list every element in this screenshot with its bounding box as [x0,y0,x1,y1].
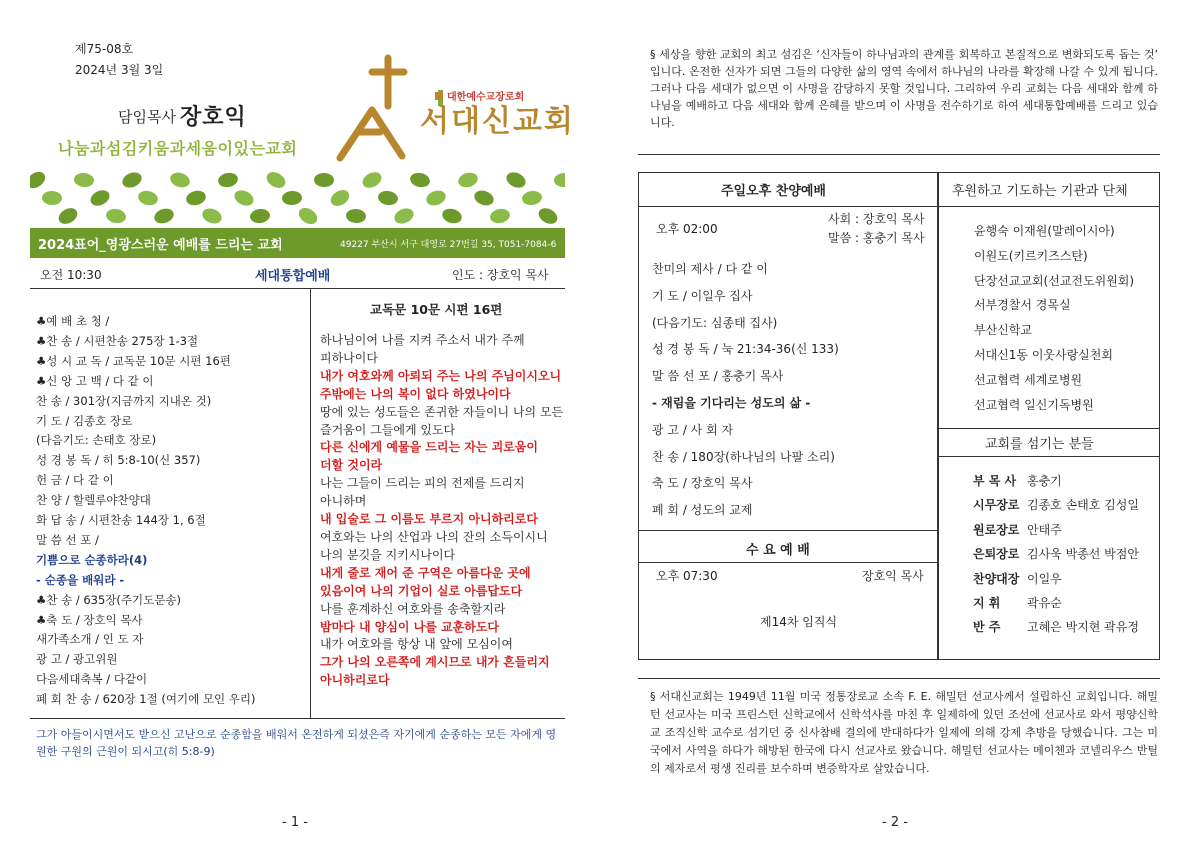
support-item: 선교협력 세계로병원 [974,372,1083,387]
afternoon-order-item: 성 경 봉 독 / 눅 21:34-36(신 133) [652,342,839,357]
servants-title: 교회를 섬기는 분들 [985,437,1094,452]
servant-names: 곽유순 [1027,596,1062,610]
servant-names: 안태주 [1027,522,1062,537]
order-item: ♣성 시 교 독 / 교독문 10문 시편 16편 [36,353,231,368]
service-leader: 인도 : 장호익 목사 [452,268,549,282]
leaves-banner [30,162,565,232]
issue-date: 2024년 3월 3일 [75,63,164,77]
pastor-label: 담임목사 [118,108,176,126]
slogan-bar [30,228,565,258]
intro-paragraph: § 세상을 향한 교회의 최고 섬김은 ‘신자들이 하나님과의 관계를 회복하고 본질적으로 변화되도록 돕는 것’ 입니다. 온전한 신자가 되면 그들의 다양한 삶의 영역 속에서 하나님의 나라를 확장해 나갈 수 있게 됩니다. 그러나 다음 세대가 없으면 이 사명을 감당하지 못할 것입니다. 그리하여 우리 교회는 다음 세대와 함께 하나님을 예배하고 다음 세대와 함께 은혜를 받으며 이 사명을 전수하기로 하여 세대통합예배를 드리고 있습니다. [650,48,1158,129]
reading-verse: 내가 여호와를 항상 내 앞에 모심이여 [320,637,513,652]
support-item: 선교협력 일신기독병원 [974,397,1094,412]
order-item: (다음기도: 손태호 장로) [36,433,157,448]
servant-role: 부 목 사 [973,474,1017,488]
support-item: 서대신1동 이웃사랑실천회 [974,348,1113,362]
servant-names: 김종호 손태호 김성일 [1027,498,1139,513]
denomination-mark-icon [435,92,443,100]
column-divider [310,288,311,718]
divider [938,428,1160,429]
order-item: ♣신 앙 고 백 / 다 같 이 [36,373,154,388]
order-item: 다음세대축복 / 다같이 [36,672,148,687]
order-item: - 순종을 배워라 - [36,572,125,587]
divider [638,562,938,563]
order-item: 기쁨으로 순종하라(4) [36,552,148,567]
slogan-text: 2024표어_영광스러운 예배를 드리는 교회 [38,238,283,253]
afternoon-title: 주일오후 찬양예배 [721,184,826,199]
servant-role: 시무장로 [973,498,1020,513]
divider [638,678,1160,679]
afternoon-order-item: 기 도 / 이일우 집사 [652,288,753,303]
order-item: 헌 금 / 다 같 이 [36,473,114,488]
servant-role: 원로장로 [973,522,1020,537]
divider [30,718,565,719]
divider [938,456,1160,457]
reading-title: 교독문 10문 시편 16편 [370,302,503,317]
servant-role: 지 휘 [973,596,1001,610]
wednesday-leader: 장호익 목사 [862,569,924,583]
divider [30,288,565,289]
support-item: 이원도(키르키즈스탄) [974,248,1088,263]
history-paragraph: § 서대신교회는 1949년 11월 미국 정통장로교 소속 F. E. 해밀턴 선교사께서 설립하신 교회입니다. 해밀턴 선교사는 미국 프린스턴 신학교에서 신학석사를 마친 후 일제하에 있던 조선에 선교사로 와서 평양신학교 조직신학 교수로 섬기던 중 신사참배 결의에 반대하다가 일제에 의해 강제 추방을 당했습니다. 그는 미국에서 사역을 하다가 해방된 한국에 다시 선교사로 왔습니다. 해밀턴 선교사는 메이첸과 코넬리우스 반틸의 제자로서 평생 진리를 보수하며 변증학자로 살았습니다. [650,690,1158,775]
church-address: 49227 부산시 서구 대영로 27번길 35, T051-7084-6 [340,240,557,250]
reading-verse: 나를 훈계하신 여호와를 송축할지라 [320,601,506,616]
wednesday-title: 수 요 예 배 [746,543,810,558]
order-item: 새가족소개 / 인 도 자 [36,632,144,647]
reading-verse: 밤마다 내 양심이 나를 교훈하도다 [320,619,500,634]
support-item: 부산신학교 [974,323,1032,338]
reading-verse: 나는 그들이 드리는 피의 전제를 드리지 아니하며 [320,476,525,509]
servant-role: 은퇴장로 [973,547,1020,562]
service-time: 오전 10:30 [40,268,102,282]
order-item: ♣예 배 초 청 / [36,314,110,328]
footer-verse: 그가 아들이시면서도 받으신 고난으로 순종함을 배워서 온전하게 되셨은즉 자기에게 순종하는 모든 자에게 영원한 구원의 근원이 되시고(히 5:8-9) [36,728,557,758]
afternoon-order-item: (다음기도: 심종태 집사) [652,315,778,330]
afternoon-order-item: 말 씀 선 포 / 홍충기 목사 [652,369,784,384]
order-item: 기 도 / 김종호 장로 [36,413,133,428]
church-name: 서대신교회 [420,104,575,139]
servant-names: 김사욱 박종선 박점안 [1027,547,1139,562]
issue-number: 제75-08호 [75,42,134,56]
afternoon-leader: 사회 : 장호익 목사 [828,212,925,226]
reading-verse: 여호와는 나의 산업과 나의 잔의 소득이시니 나의 분깃을 지키시나이다 [320,529,548,562]
church-motto: 나눔과섬김키움과세움이있는교회 [58,139,298,158]
support-item: 윤행숙 이재원(말레이시아) [974,224,1115,238]
order-item: ♣찬 송 / 시편찬송 275장 1-3절 [36,333,199,348]
divider [638,154,1160,155]
afternoon-order-item: 폐 회 / 성도의 교제 [652,503,753,518]
divider [638,530,938,531]
order-item: 찬 송 / 301장(지금까지 지내온 것) [36,393,212,408]
servant-role: 찬양대장 [973,571,1020,586]
order-item: 성 경 봉 독 / 히 5:8-10(신 357) [36,453,201,468]
reading-verse: 내게 줄로 재어 준 구역은 아름다운 곳에 있음이여 나의 기업이 실로 아름답도다 [320,565,531,598]
reading-verse: 다른 신에게 예물을 드리는 자는 괴로움이 더할 것이라 [320,440,538,473]
order-item: ♣찬 송 / 635장(주기도문송) [36,592,181,607]
servant-names: 고혜은 박지현 곽유정 [1027,620,1139,635]
afternoon-order-item: 찬 송 / 180장(하나님의 나팔 소리) [652,449,835,464]
order-item: 화 답 송 / 시편찬송 144장 1, 6절 [36,513,206,527]
order-item: 광 고 / 광고위원 [36,652,118,667]
servant-names: 이일우 [1027,571,1062,586]
servant-names: 홍충기 [1027,474,1062,488]
reading-verse: 내 입술로 그 이름도 부르지 아니하리로다 [320,512,538,527]
reading-verse: 내가 여호와께 아뢰되 주는 나의 주님이시오니 주밖에는 나의 복이 없다 하였나이다 [320,368,562,401]
page-number-1: - 1 - [282,815,308,830]
support-item: 단장선교교회(선교전도위원회) [974,273,1135,288]
support-title: 후원하고 기도하는 기관과 단체 [952,184,1128,199]
wednesday-time: 오후 07:30 [656,569,718,583]
responsive-reading [320,332,564,690]
reading-verse: 땅에 있는 성도들은 존귀한 자들이니 나의 모든 즐거움이 그들에게 있도다 [320,404,564,437]
denomination: 대한예수교장로회 [447,92,525,103]
afternoon-order-item: 축 도 / 장호익 목사 [652,476,753,491]
service-title: 세대통합예배 [255,269,331,284]
divider [638,206,1160,207]
reading-verse: 그가 나의 오른쪽에 계시므로 내가 흔들리지 아니하리로다 [320,655,550,688]
order-item: ♣축 도 / 장호익 목사 [36,612,143,627]
order-item: 말 씀 선 포 / [36,532,99,547]
servant-role: 반 주 [973,620,1001,635]
page-number-2: - 2 - [882,815,908,830]
order-item: 찬 양 / 할렐루야찬양대 [36,493,151,508]
reading-verse: 하나님이여 나를 지켜 주소서 내가 주께 피하나이다 [320,333,525,365]
pastor-name: 장호익 [180,105,247,130]
order-item: 폐 회 찬 송 / 620장 1절 (여기에 모인 우리) [36,692,256,707]
afternoon-order-item: 광 고 / 사 회 자 [652,422,734,437]
afternoon-order-item: 찬미의 제사 / 다 같 이 [652,262,768,276]
support-item: 서부경찰서 경목실 [974,298,1071,313]
afternoon-preacher: 말씀 : 홍충기 목사 [828,231,925,245]
afternoon-order-item: - 재림을 기다리는 성도의 삶 - [652,396,811,410]
afternoon-time: 오후 02:00 [656,222,718,236]
wednesday-event: 제14차 임직식 [760,615,838,629]
